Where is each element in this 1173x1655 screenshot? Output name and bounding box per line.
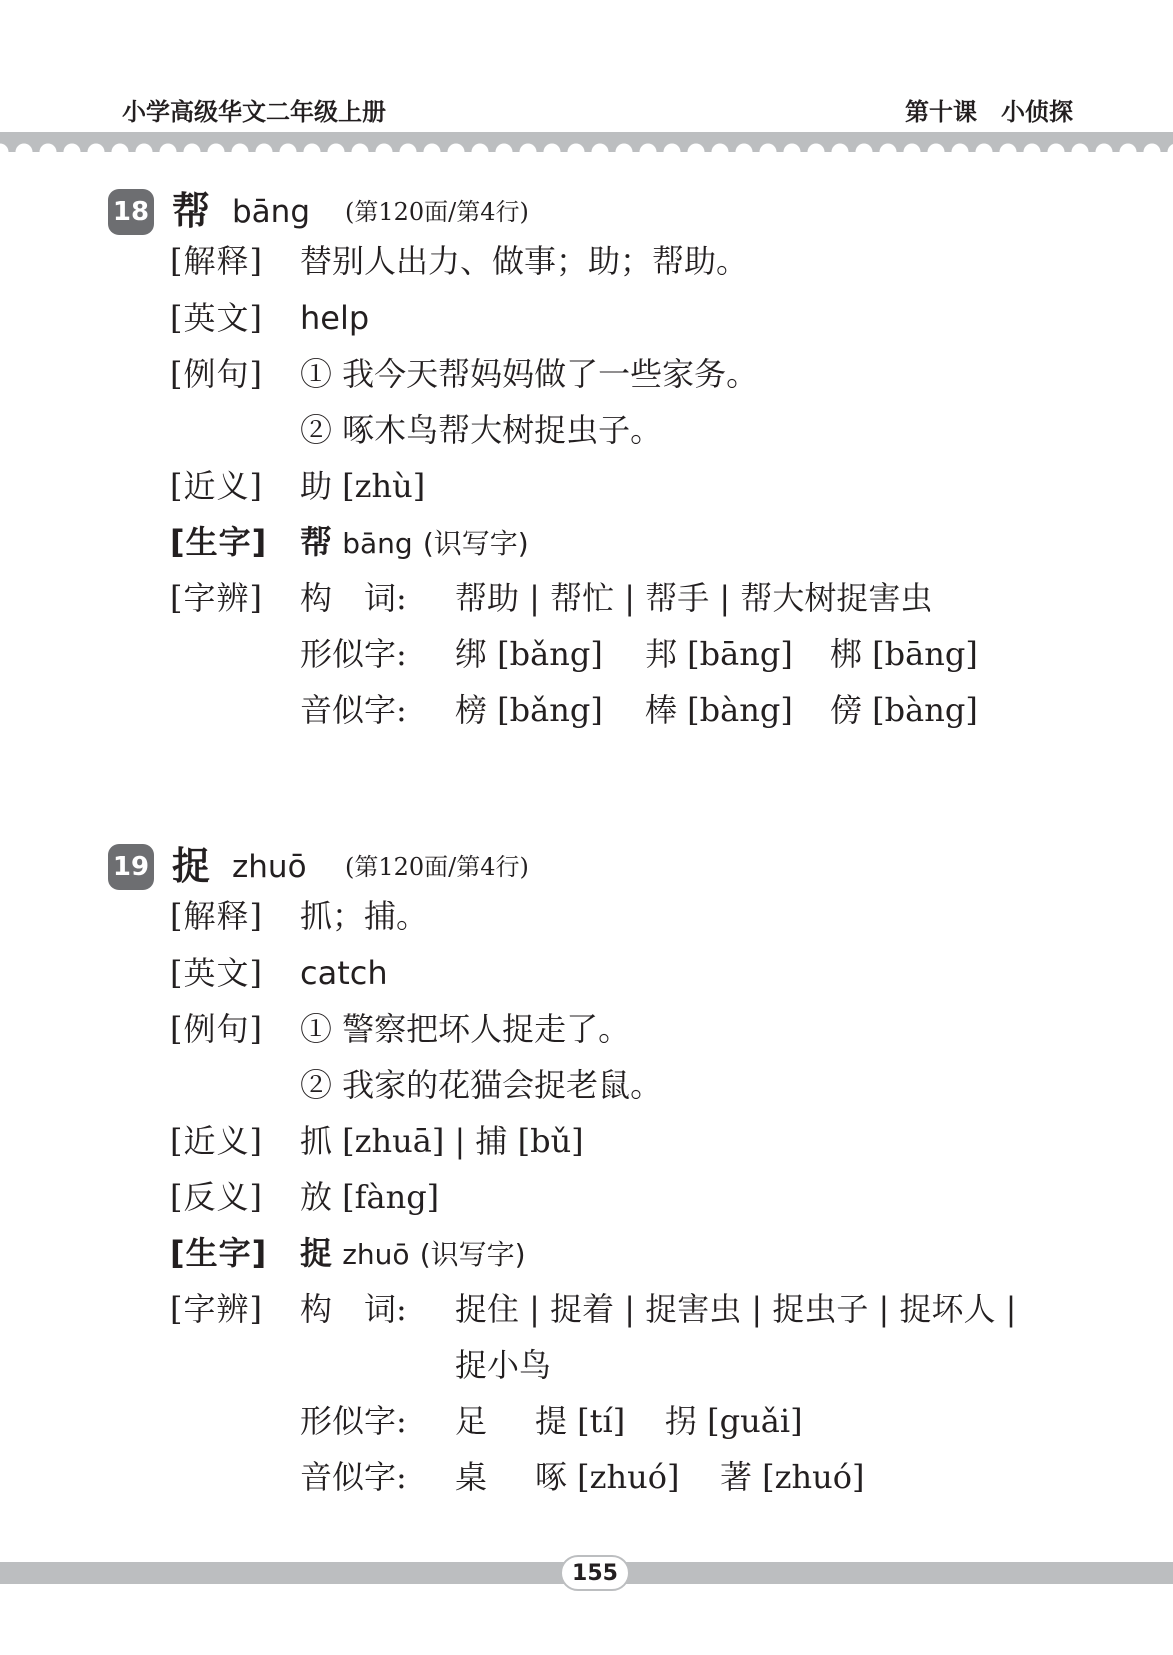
new-char-pinyin: zhuō: [342, 1238, 410, 1271]
similar-shape-label: 形似字:: [300, 1402, 407, 1440]
compound-label: 构 词:: [300, 579, 407, 617]
scallop-notch: [736, 144, 753, 161]
scallop-notch: [1096, 144, 1113, 161]
similar-shape-3: 梆 [bāng]: [830, 635, 978, 673]
compound-label: 构 词:: [300, 1290, 407, 1328]
scallop-notch: [1144, 144, 1161, 161]
example-sentence-1: ① 我今天帮妈妈做了一些家务。: [300, 355, 759, 393]
similar-sound-label: 音似字:: [300, 691, 407, 729]
synonym-text: 助 [zhù]: [300, 467, 426, 505]
examples-label: [例句]: [170, 1010, 263, 1048]
scallop-notch: [160, 144, 177, 161]
scallop-notch: [832, 144, 849, 161]
similar-shape-1: 绑 [bǎng]: [455, 635, 603, 673]
scallop-notch: [640, 144, 657, 161]
scallop-notch: [16, 144, 33, 161]
synonym-label: [近义]: [170, 1122, 263, 1160]
scallop-notch: [1120, 144, 1137, 161]
entry-number-badge: 18: [108, 189, 154, 235]
new-char-note: (识写字): [422, 527, 529, 560]
scallop-notch: [64, 144, 81, 161]
book-title: 小学高级华文二年级上册: [122, 98, 386, 126]
distinguish-label: [字辨]: [170, 1290, 263, 1328]
distinguish-label: [字辨]: [170, 579, 263, 617]
synonym-text: 抓 [zhuā] | 捕 [bǔ]: [300, 1122, 584, 1160]
scallop-notch: [1072, 144, 1089, 161]
entry-character: 帮: [172, 189, 211, 233]
scallop-notch: [1048, 144, 1065, 161]
explanation-label: [解释]: [170, 897, 263, 935]
english-text: catch: [300, 954, 388, 992]
english-label: [英文]: [170, 299, 263, 337]
lesson-title: 第十课 小侦探: [905, 98, 1073, 126]
scallop-notch: [856, 144, 873, 161]
scallop-notch: [112, 144, 129, 161]
scallop-notch: [712, 144, 729, 161]
similar-sound-label: 音似字:: [300, 1458, 407, 1496]
entry-reference: (第120面/第4行): [345, 853, 529, 881]
scallop-notch: [424, 144, 441, 161]
scallop-notch: [448, 144, 465, 161]
new-char-label: [生字]: [170, 1234, 268, 1272]
scallop-notch: [472, 144, 489, 161]
entry-19: [0, 840, 1173, 1496]
compound-words: 帮助 | 帮忙 | 帮手 | 帮大树捉害虫: [455, 579, 933, 617]
scallop-notch: [952, 144, 969, 161]
scallop-notch: [1000, 144, 1017, 161]
similar-shape-1: 足: [455, 1402, 488, 1440]
new-char-character: 捉: [300, 1234, 333, 1272]
explanation-text: 替别人出力、做事；助；帮助。: [300, 242, 749, 280]
example-sentence-2: ② 我家的花猫会捉老鼠。: [300, 1066, 663, 1104]
antonym-text: 放 [fàng]: [300, 1178, 440, 1216]
scallop-notch: [232, 144, 249, 161]
scallop-notch: [88, 144, 105, 161]
synonym-label: [近义]: [170, 467, 263, 505]
explanation-label: [解释]: [170, 242, 263, 280]
similar-sound-3: 著 [zhuó]: [720, 1458, 865, 1496]
scallop-notch: [1024, 144, 1041, 161]
example-sentence-2: ② 啄木鸟帮大树捉虫子。: [300, 411, 663, 449]
scallop-notch: [352, 144, 369, 161]
similar-shape-label: 形似字:: [300, 635, 407, 673]
new-char-value: [300, 519, 529, 567]
scallop-notch: [544, 144, 561, 161]
english-label: [英文]: [170, 954, 263, 992]
scallop-notch: [592, 144, 609, 161]
example-sentence-1: ① 警察把坏人捉走了。: [300, 1010, 631, 1048]
page-number: 155: [560, 1555, 630, 1591]
scallop-notch: [928, 144, 945, 161]
scallop-notch: [496, 144, 513, 161]
scallop-notch: [976, 144, 993, 161]
scallop-notch: [184, 144, 201, 161]
header-scallop-band: [0, 128, 1173, 160]
new-char-pinyin: bāng: [342, 527, 413, 560]
similar-shape-2: 提 [tí]: [535, 1402, 626, 1440]
scallop-notch: [520, 144, 537, 161]
scallop-notch: [688, 144, 705, 161]
scallop-notch: [808, 144, 825, 161]
scallop-notch: [760, 144, 777, 161]
entry-head: [0, 185, 1173, 241]
scallop-notch: [136, 144, 153, 161]
similar-sound-2: 棒 [bàng]: [645, 691, 793, 729]
new-char-character: 帮: [300, 523, 333, 561]
english-text: help: [300, 299, 370, 337]
entry-18: [0, 185, 1173, 729]
new-char-value: [300, 1230, 526, 1278]
entry-number-badge: 19: [108, 844, 154, 890]
entry-pinyin: bāng: [232, 194, 310, 230]
new-char-label: [生字]: [170, 523, 268, 561]
scallop-notch: [616, 144, 633, 161]
scallop-notch: [376, 144, 393, 161]
antonym-label: [反义]: [170, 1178, 263, 1216]
scallop-notch: [304, 144, 321, 161]
scallop-notch: [568, 144, 585, 161]
new-char-note: (识写字): [419, 1238, 526, 1271]
compound-words-line-1: 捉住 | 捉着 | 捉害虫 | 捉虫子 | 捉坏人 |: [455, 1290, 1017, 1328]
scallop-notch: [328, 144, 345, 161]
running-header: [0, 88, 1173, 128]
scallop-top-edge: [0, 128, 1173, 132]
scallop-notch: [904, 144, 921, 161]
scallop-notch: [280, 144, 297, 161]
similar-sound-2: 啄 [zhuó]: [535, 1458, 680, 1496]
compound-words-line-2: 捉小鸟: [455, 1346, 552, 1384]
explanation-text: 抓；捕。: [300, 897, 429, 935]
scallop-notch: [208, 144, 225, 161]
scallop-notch: [400, 144, 417, 161]
similar-sound-1: 桌: [455, 1458, 488, 1496]
scallop-notch: [664, 144, 681, 161]
examples-label: [例句]: [170, 355, 263, 393]
scallop-notch: [880, 144, 897, 161]
similar-sound-3: 傍 [bàng]: [830, 691, 978, 729]
scallop-notch: [256, 144, 273, 161]
entry-pinyin: zhuō: [232, 849, 307, 885]
similar-shape-3: 拐 [guǎi]: [665, 1402, 803, 1440]
similar-sound-1: 榜 [bǎng]: [455, 691, 603, 729]
similar-shape-2: 邦 [bāng]: [645, 635, 793, 673]
entry-reference: (第120面/第4行): [345, 198, 529, 226]
scallop-notch: [40, 144, 57, 161]
scallop-notch: [784, 144, 801, 161]
entry-character: 捉: [172, 844, 211, 888]
entry-head: [0, 840, 1173, 896]
